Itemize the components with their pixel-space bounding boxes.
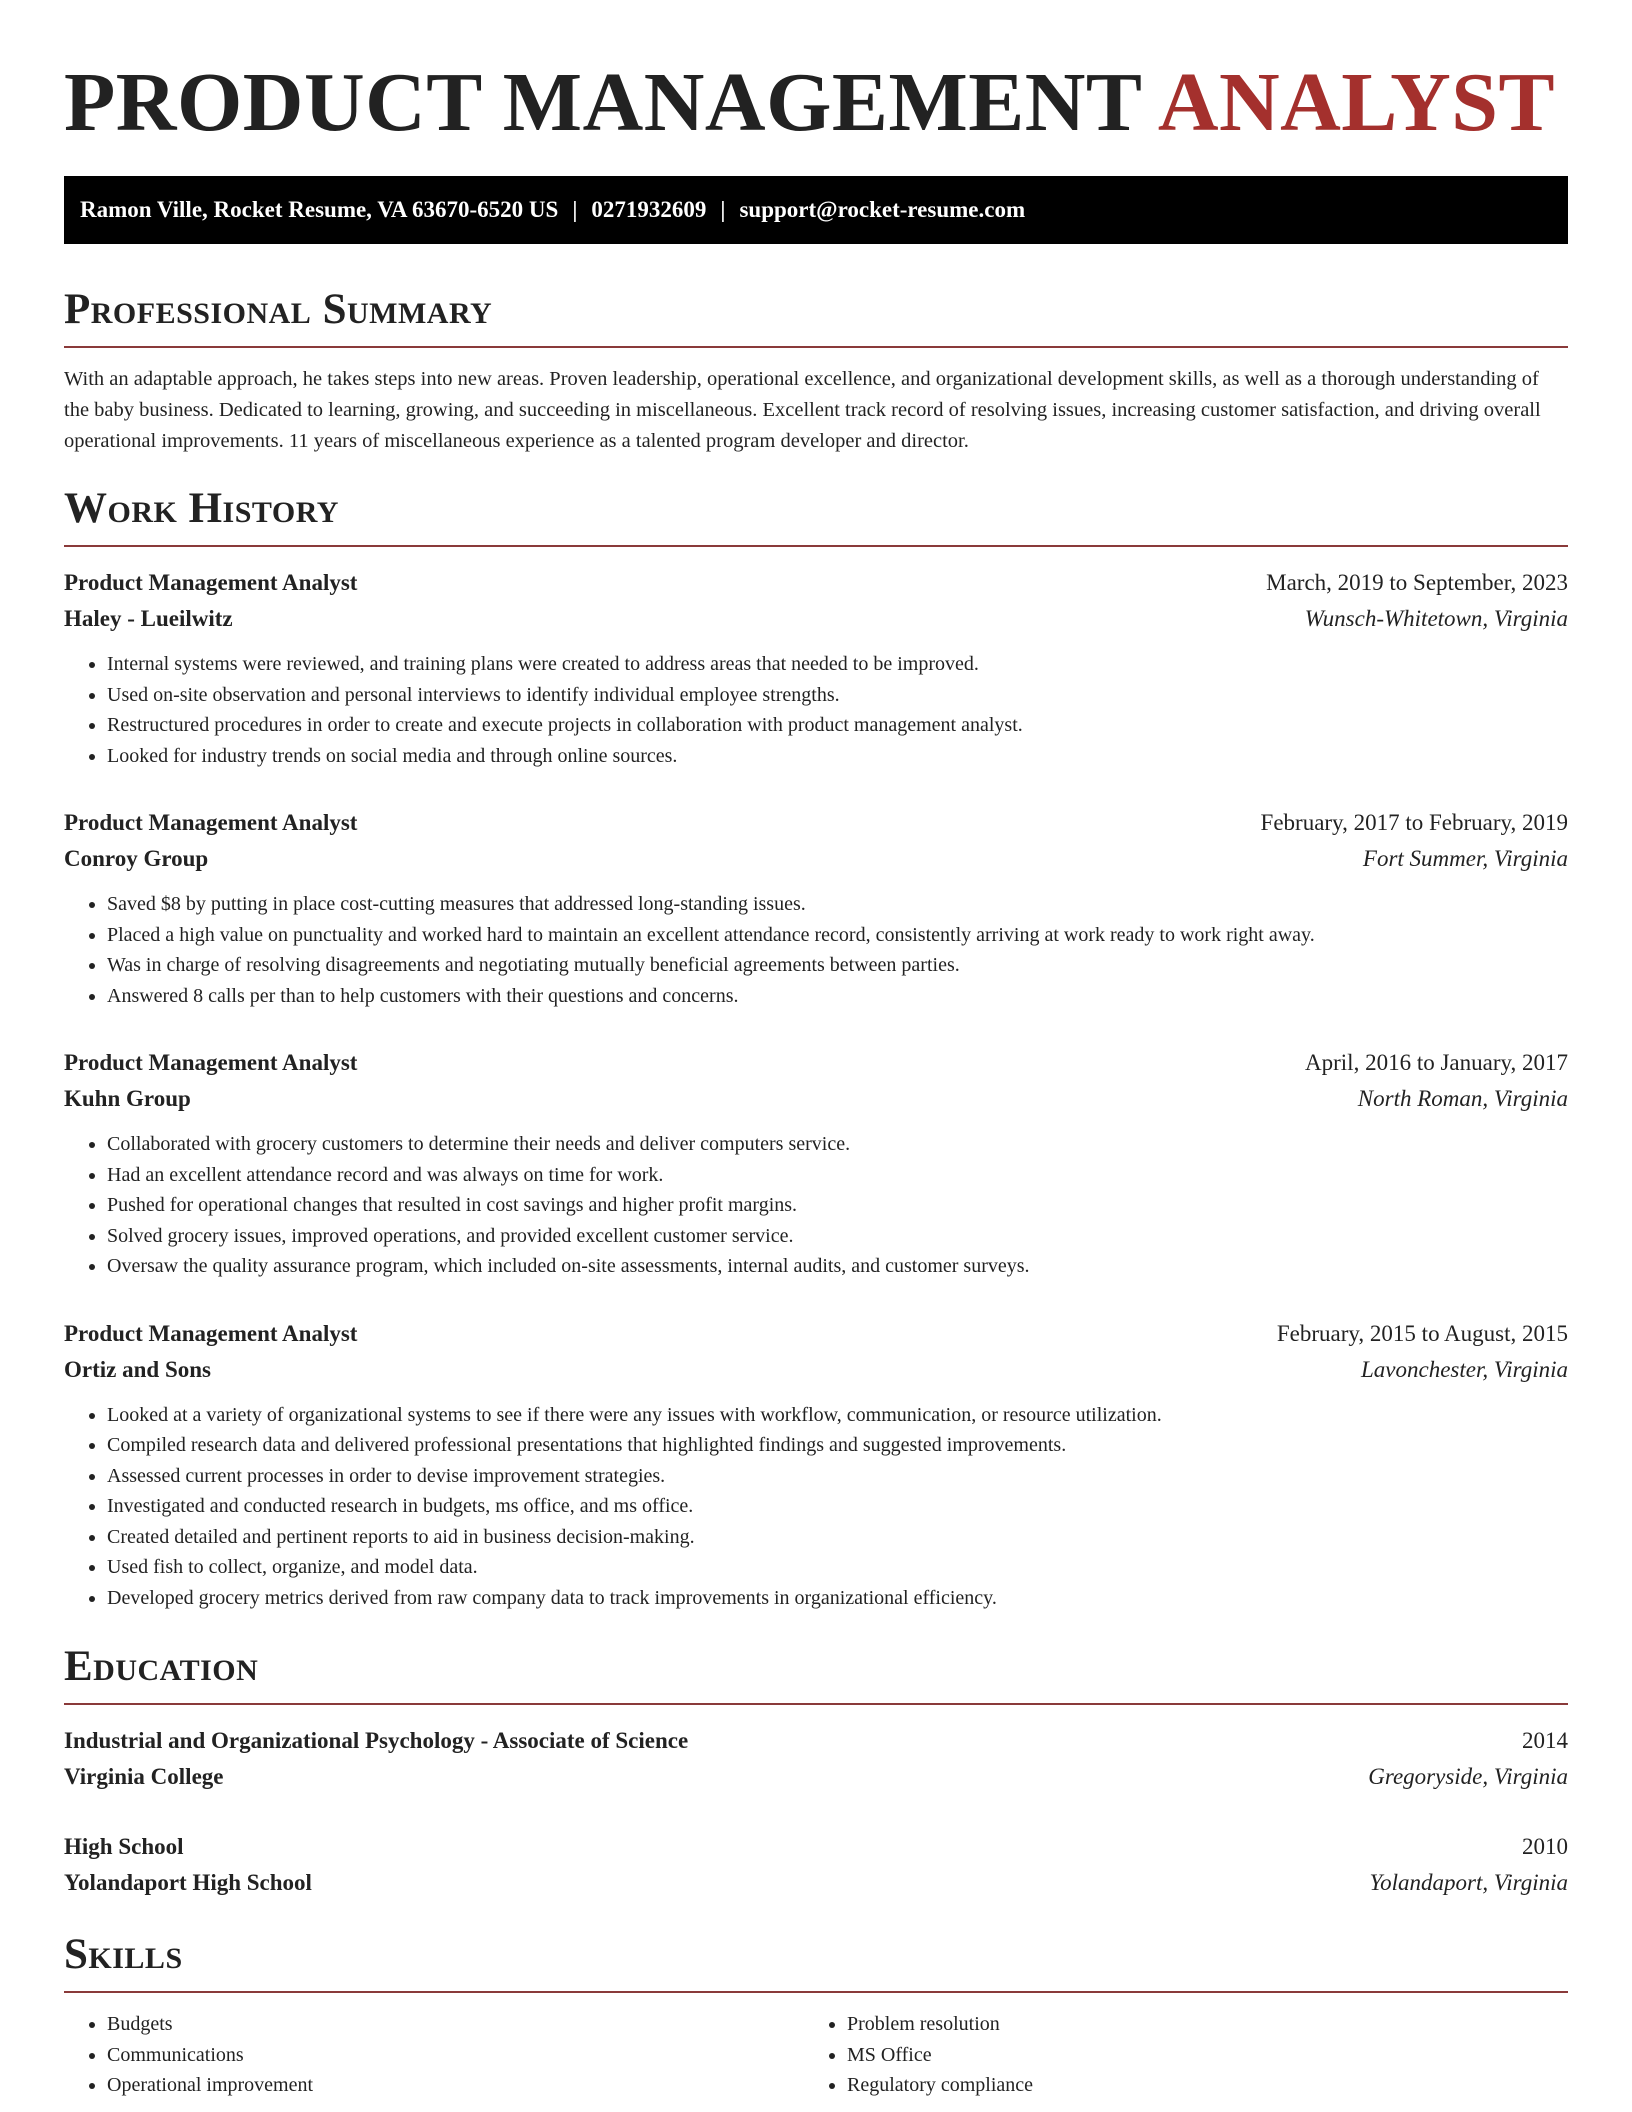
name-accent: ANALYST <box>1157 56 1556 149</box>
resume-name-heading <box>64 0 1568 148</box>
summary-body <box>64 364 1568 457</box>
contact-email[interactable]: support@rocket-resume.com <box>739 197 1026 222</box>
education-degree: High School <box>64 1834 184 1859</box>
job-company-row <box>64 1081 1568 1117</box>
summary-section <box>64 284 1568 457</box>
work-history-section <box>64 483 1568 1613</box>
skills-columns <box>64 2009 1568 2101</box>
job-location: North Roman, Virginia <box>1357 1086 1568 1111</box>
job-bullet: • Used on-site observation and personal interviews to identify individual employee strengths. <box>107 680 1568 711</box>
education-degree: Industrial and Organizational Psychology - Associate of Science <box>64 1728 689 1753</box>
job-dates: February, 2017 to February, 2019 <box>1260 810 1568 835</box>
job-bullet: • Restructured procedures in order to create and execute projects in collaboration with product management analyst. <box>107 710 1568 741</box>
education-entry <box>64 1829 1568 1901</box>
skill-item: • Communications <box>107 2040 804 2071</box>
job-company-row <box>64 841 1568 877</box>
job-role: Product Management Analyst <box>64 570 358 595</box>
job-bullet: • Internal systems were reviewed, and training plans were created to address areas that needed to be improved. <box>107 649 1568 680</box>
job-bullet: • Developed grocery metrics derived from raw company data to track improvements in organizational efficiency. <box>107 1583 1568 1614</box>
job-location: Fort Summer, Virginia <box>1362 846 1568 871</box>
education-location: Yolandaport, Virginia <box>1369 1870 1568 1895</box>
job-bullet: • Saved $8 by putting in place cost-cutting measures that addressed long-standing issues. <box>107 889 1568 920</box>
education-title: Education <box>64 1643 259 1690</box>
job-bullet: • Compiled research data and delivered professional presentations that highlighted findings and suggested improvements. <box>107 1430 1568 1461</box>
job-company: Ortiz and Sons <box>64 1356 211 1382</box>
section-divider <box>64 1991 1568 1993</box>
skill-item: • Problem resolution <box>847 2009 1544 2040</box>
job-company: Conroy Group <box>64 846 209 871</box>
job-location: Wunsch-Whitetown, Virginia <box>1304 606 1568 631</box>
job-bullet: • Oversaw the quality assurance program, which included on-site assessments, internal audits, and customer surveys. <box>107 1251 1568 1282</box>
job-entry <box>64 1045 1568 1282</box>
job-company: Kuhn Group <box>64 1086 191 1111</box>
skills-section <box>64 1929 1568 2101</box>
job-company-row <box>64 601 1568 637</box>
section-divider <box>64 346 1568 348</box>
skills-list-right <box>804 2009 1544 2101</box>
job-bullet: • Solved grocery issues, improved operations, and provided excellent customer service. <box>107 1221 1568 1252</box>
work-history-title: Work History <box>64 485 339 532</box>
job-bullet: • Used fish to collect, organize, and model data. <box>107 1552 1568 1583</box>
summary-title: Professional Summary <box>64 286 493 333</box>
skills-list-left <box>64 2009 804 2101</box>
name-first: PRODUCT MANAGEMENT <box>64 56 1141 149</box>
job-location: Lavonchester, Virginia <box>1361 1356 1568 1382</box>
resume-page <box>64 0 1568 2101</box>
summary-text: With an adaptable approach, he takes steps into new areas. Proven leadership, operational excellence, and organizational development skills, as well as a thorough understanding of the baby business. Dedicated to learning, growing, and succeeding in miscellaneous. Excellent track record of resolving issues, increasing customer satisfaction, and driving overall operational improvements. 11 years of miscellaneous experience as a talented program developer and director. <box>64 368 1541 452</box>
skills-title: Skills <box>64 1931 183 1978</box>
education-school-row <box>64 1865 1568 1901</box>
education-school: Yolandaport High School <box>64 1870 312 1895</box>
job-bullet: • Created detailed and pertinent reports to aid in business decision-making. <box>107 1522 1568 1553</box>
job-bullets <box>64 1129 1568 1282</box>
job-bullet: • Investigated and conducted research in budgets, ms office, and ms office. <box>107 1491 1568 1522</box>
job-bullets <box>64 1400 1568 1614</box>
job-dates: March, 2019 to September, 2023 <box>1266 570 1568 595</box>
education-location: Gregoryside, Virginia <box>1368 1764 1568 1789</box>
job-bullets <box>64 649 1568 771</box>
education-section <box>64 1641 1568 1901</box>
contact-separator: | <box>572 197 578 222</box>
education-year: 2010 <box>1522 1834 1568 1859</box>
job-role: Product Management Analyst <box>64 810 358 835</box>
skill-item: • MS Office <box>847 2040 1544 2071</box>
section-divider <box>64 1703 1568 1705</box>
job-company: Haley - Lueilwitz <box>64 606 233 631</box>
job-bullet: • Collaborated with grocery customers to determine their needs and deliver computers service. <box>107 1129 1568 1160</box>
skill-item: • Budgets <box>107 2009 804 2040</box>
contact-address: Ramon Ville, Rocket Resume, VA 63670-6520 US <box>80 197 559 222</box>
job-bullets <box>64 889 1568 1011</box>
education-header-row <box>64 1829 1568 1865</box>
education-school-row <box>64 1759 1568 1795</box>
skill-item: • Operational improvement <box>107 2070 804 2101</box>
job-bullet: • Looked for industry trends on social media and through online sources. <box>107 741 1568 772</box>
job-entry <box>64 805 1568 1011</box>
job-header-row <box>64 1045 1568 1081</box>
education-header-row <box>64 1723 1568 1759</box>
job-role: Product Management Analyst <box>64 1320 358 1346</box>
education-school: Virginia College <box>64 1764 224 1789</box>
skill-item: • Regulatory compliance <box>847 2070 1544 2101</box>
job-entry <box>64 565 1568 771</box>
job-entry <box>64 1316 1568 1614</box>
contact-bar <box>64 176 1568 244</box>
job-bullet: • Looked at a variety of organizational systems to see if there were any issues with workflow, communication, or resource utilization. <box>107 1400 1568 1431</box>
job-bullet: • Assessed current processes in order to devise improvement strategies. <box>107 1461 1568 1492</box>
job-header-row <box>64 1316 1568 1352</box>
job-bullet: • Placed a high value on punctuality and worked hard to maintain an excellent attendance record, consistently arriving at work ready to work right away. <box>107 920 1568 951</box>
job-company-row <box>64 1352 1568 1388</box>
job-bullet: • Had an excellent attendance record and was always on time for work. <box>107 1160 1568 1191</box>
education-entry <box>64 1723 1568 1795</box>
job-dates: February, 2015 to August, 2015 <box>1276 1320 1568 1346</box>
job-bullet: • Answered 8 calls per than to help customers with their questions and concerns. <box>107 981 1568 1012</box>
job-header-row <box>64 565 1568 601</box>
contact-phone: 0271932609 <box>591 197 707 222</box>
job-dates: April, 2016 to January, 2017 <box>1305 1050 1568 1075</box>
education-year: 2014 <box>1522 1728 1568 1753</box>
section-divider <box>64 545 1568 547</box>
contact-separator: | <box>720 197 726 222</box>
job-bullet: • Pushed for operational changes that resulted in cost savings and higher profit margins. <box>107 1190 1568 1221</box>
job-header-row <box>64 805 1568 841</box>
job-bullet: • Was in charge of resolving disagreements and negotiating mutually beneficial agreements between parties. <box>107 950 1568 981</box>
job-role: Product Management Analyst <box>64 1050 358 1075</box>
